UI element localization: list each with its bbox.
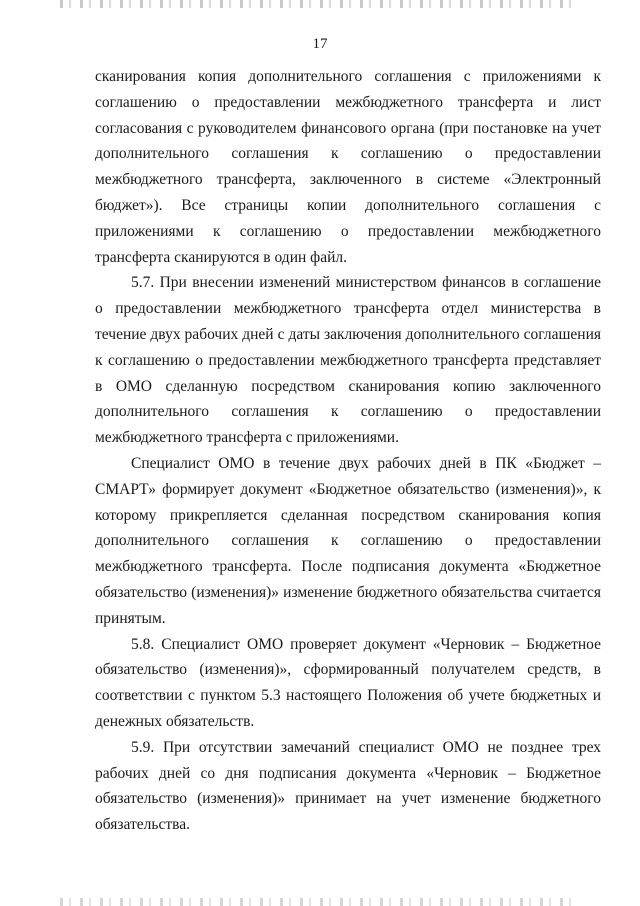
paragraph-omo-specialist: Специалист ОМО в течение двух рабочих дней в ПК «Бюджет – СМАРТ» формирует документ «Бюджетное обязательство (изменения)», к которому прикрепляется сделанная посредством сканирования копия дополнительного соглашения к соглашению о предоставлении межбюджетного трансферта. После подписания документа «Бюджетное обязательство (изменения)» изменение бюджетного обязательства считается принятым. — [95, 454, 601, 627]
scan-artifact-top — [60, 0, 580, 8]
page-number: 17 — [312, 36, 328, 52]
paragraph-5-8: 5.8. Специалист ОМО проверяет документ «Черновик – Бюджетное обязательство (изменения)», сформированный получателем средств, в соответствии с пунктом 5.3 настоящего Положения об учете бюджетных и денежных обязательств. — [95, 635, 601, 730]
paragraph-continuation: сканирования копия дополнительного соглашения с приложениями к соглашению о предоставлении межбюджетного трансферта и лист согласования с руководителем финансового органа (при постановке на учет дополнительного соглашения к соглашению о предоставлении межбюджетного трансферта, заключенного в системе «Электронный бюджет»). Все страницы копии дополнительного соглашения с приложениями к соглашению о предоставлении межбюджетного трансферта сканируются в один файл. — [95, 68, 601, 266]
paragraph-5-9: 5.9. При отсутствии замечаний специалист ОМО не позднее трех рабочих дней со дня подписания документа «Черновик – Бюджетное обязательство (изменения)» принимает на учет изменение бюджетного обязательства. — [95, 738, 601, 834]
paragraph-5-7: 5.7. При внесении изменений министерством финансов в соглашение о предоставлении межбюджетного трансферта отдел министерства в течение двух рабочих дней с даты заключения дополнительного соглашения к соглашению о предоставлении межбюджетного трансферта представляет в ОМО сделанную посредством сканирования копию заключенного дополнительного соглашения к соглашению о предоставлении межбюджетного трансферта с приложениями. — [95, 274, 601, 447]
document-body — [95, 64, 601, 838]
